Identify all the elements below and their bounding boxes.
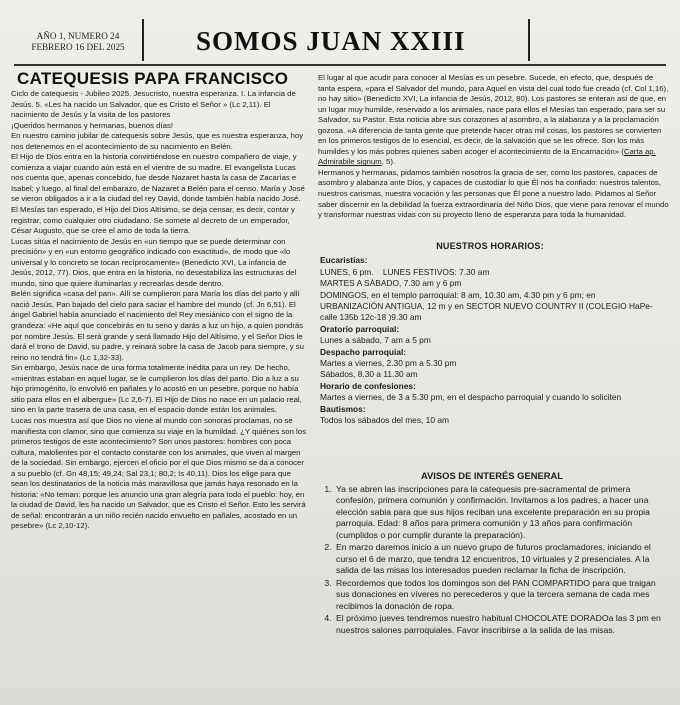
schedule-line: LUNES, 6 pm. LUNES FESTIVOS: 7.30 am (320, 266, 490, 277)
schedule-section (320, 241, 660, 427)
schedule-line: Lunes a sábado, 7 am a 5 pm (320, 335, 431, 346)
masthead (0, 0, 680, 64)
catequesis-column (11, 70, 309, 532)
masthead-divider-right (528, 19, 530, 61)
schedule-line: Todos los sábados del mes, 10 am (320, 415, 449, 426)
confesiones-label: Horario de confesiones: (320, 380, 416, 391)
bautismos-label: Bautismos: (320, 403, 366, 414)
citation-tail: , 5). (381, 157, 396, 167)
paragraph: Belén significa «casa del pan». Allí se cumplieron para María los días del parto y allí nació Jesús, Pan bajado del cielo para saciar el hambre del mundo (cf. Jn 6,51). El ángel Gabriel había anunciado el nacimiento del Rey mesiánico con el signo de la grandeza: «He aquí que concebirás en tu seno y darás a luz un hijo, a quien pondrás por nombre Jesús. El será grande y será llamado Hijo del Altísimo, y el Señor Dios le dará el trono de David, su padre, y reinará sobre la casa de Jacob para siempre, y su reino no tendrá fin» (Lc 1,32-33). (11, 289, 304, 362)
list-item: 2. En marzo daremos inicio a un nuevo grupo de futuros proclamadores, iniciando el curso el 6 de marzo, que tendra 12 encuentros, 10 virtuales y 2 presenciales. A la salida de las misas los interesados pueden reclamar la ficha de inscripción. (334, 542, 664, 577)
schedule-heading: NUESTROS HORARIOS: (436, 241, 544, 251)
paragraph: Hermanos y hermanas, pidamos también nosotros la gracia de ser, como los pastores, capaces de asombro y alabanza ante Dios, y capaces de custodiar lo que Él nos ha confiado: nuestros talentos, nuestros carismas, nuestra vocación y las personas que Él pone a nuestro lado. Pidamos al Señor saber discernir en la debilidad la fuerza extraordinaria del Niño Dios, que viene para renovar el mundo y transformar nuestras vidas con su proyecto lleno de esperanza para toda la humanidad. (318, 167, 669, 220)
schedule-line: DOMINGOS, en el templo parroquial: 8 am, 10.30 am, 4.30 pm y 6 pm; en URBANIZACIÓN ANTIGUA, 12 m y en SECTOR NUEVO COUNTRY II (COLEGIO HaPe-calle 135b 12c-18 )9.30 am (320, 289, 653, 323)
schedule-line: MARTES A SÁBADO, 7.30 am y 6 pm (320, 278, 462, 289)
paragraph: ¡Queridos hermanos y hermanas, buenos días! (11, 120, 173, 130)
schedule-line: Sábados, 8.30 a 11.30 am (320, 369, 418, 380)
paragraph (318, 73, 670, 168)
announcements-section (320, 470, 664, 637)
schedule-line: Martes a viernes, 2.30 pm a 5.30 pm (320, 358, 457, 369)
paragraph: El Hijo de Dios entra en la historia convirtiéndose en nuestro compañero de viaje, y comienza a viajar cuando aún está en el vientre de su madre. El evangelista Lucas nos cuenta que, apenas concebido, fue desde Nazaret hasta la casa de Zacarías e Isabel; y luego, al final del embarazo, de Nazaret a Belén para el censo. María y José se vieron obligados a ir a la ciudad del rey David, donde también había nacido José. El Mesías tan esperado, el Hijo del Dios Altísimo, se deja censar, es decir, contar y registrar, como cualquier otro ciudadano. Se somete al decreto de un emperador, César Augusto, que se cree el amo de toda la tierra. (11, 152, 305, 236)
paragraph-text: El lugar al que acudir para conocer al Mesías es un pesebre. Sucede, en efecto, que, después de tanta espera, «para el Salvador del mundo, para Aquel en vista del cual todo fue creado (cf. Col 1,16), no hay sitio» (Benedicto XVI, La infancia de Jesús, 2012, 80). Los pastores se enteran así de que, en un lugar muy humilde, reservado a los animales, nace para ellos el Mesías tan esperado, para ser su Salvador, su Pastor. Esta noticia abre sus corazones al asombro, a la alabanza y a la proclamación gozosa. «A diferencia de tanta gente que pretende hacer otras mil cosas, los pastores se convierten en los primeros testigos de lo esencial, es decir, de la salvación que se les ofrece. Son los más humildes y los más pobres quienes saben acoger el acontecimiento de la Encarnación» ( (318, 73, 669, 156)
issue-number: AÑO 1, NUMERO 24 (36, 31, 120, 41)
newsletter-title: SOMOS JUAN XXIII (196, 26, 466, 56)
admirabile-signum-link[interactable]: Carta ap. Admirabile signum (318, 146, 656, 167)
paragraph: Lucas sitúa el nacimiento de Jesús en «un tiempo que se puede determinar con precisión» y en «un entorno geográfico indicado con exactitud», de modo que «lo universal y lo concreto se tocan recíprocamente» (Benedicto XVI, La infancia de Jesús, 2012, 77). Dios, que entra en la historia, no desestabiliza las estructuras del mundo, sino que quiere iluminarlas y recrearlas desde dentro. (11, 236, 297, 288)
section-title: CATEQUESIS PAPA FRANCISCO (17, 69, 289, 88)
masthead-divider-left (142, 19, 144, 61)
issue-info (30, 31, 126, 53)
paragraph: Ciclo de catequesis - Jubileo 2025. Jesucristo, nuestra esperanza. I. La infancia de Jesús. 5. «Les ha nacido un Salvador, que es Cristo el Señor » (Lc 2,11). El nacimiento de Jesús y la visita de los pastores (11, 89, 296, 120)
issue-date: FEBRERO 16 DEL 2025 (31, 42, 125, 52)
oratorio-label: Oratorio parroquial: (320, 323, 400, 334)
announcements-list (320, 484, 664, 637)
masthead-rule (14, 64, 666, 66)
paragraph: Lucas nos muestra así que Dios no viene al mundo con sonoras proclamas, no se manifiesta con clamor, sino que comienza su viaje en la humildad. ¿Y quiénes son los primeros testigos de este acontecimiento? Son unos pastores: hombres con poca cultura, malolientes por el contacto constante con los animales, que viven al margen de la sociedad. Sin embargo, ejercen el oficio por el que Dios mismo se da a conocer a su pueblo (cf. Gn 48,15; 49,24; Sal 23,1; 80,2; Is 40,11). Dios los elige para que sean los destinatarios de la noticia más maravillosa que jamás haya resonado en la historia: «No teman: porque les anuncio una gran alegría para todo el pueblo: hoy, en la ciudad de David, les ha nacido un Salvador, que es Cristo el Señor. Esto les servirá de señal: encontrarán a un niño recién nacido envuelto en pañales, acostado en un pesebre» (Lc 2,10-12). (11, 415, 306, 531)
catequesis-continued-column (318, 73, 670, 221)
eucaristias-label: Eucaristías: (320, 255, 368, 266)
announcements-heading: AVISOS DE INTERÉS GENERAL (420, 470, 564, 481)
despacho-label: Despacho parroquial: (320, 346, 407, 357)
list-item: 3. Recordemos que todos los domingos son del PAN COMPARTIDO para que traigan sus donaciones en víveres no perecederos y que la tercera semana de cada mes recibimos la donación de ropa. (334, 578, 664, 613)
list-item: 1. Ya se abren las inscripciones para la catequesis pre-sacramental de primera confesión, primera comunión y confirmación. Invitamos a los padres, a hacer una elección sabia para que sus hijos reciban una excelente preparación en su propia parroquia. Edad: 8 años para primera comunión y 13 años para confirmación (cumplidos o por cumplir durante la preparación). (334, 484, 664, 542)
list-item: 4. El próximo jueves tendremos nuestro habitual CHOCOLATE DORADOa las 3 pm en nuestros salones parroquiales. Favor inscribirse a la salida de las misas. (334, 613, 664, 636)
schedule-line: Martes a viernes, de 3 a 5.30 pm, en el despacho parroquial y cuando lo soliciten (320, 392, 622, 403)
paragraph: En nuestro camino jubilar de catequesis sobre Jesús, que es nuestra esperanza, hoy nos detenemos en el acontecimiento de su nacimiento en Belén. (11, 131, 304, 151)
paragraph: Sin embargo, Jesús nace de una forma totalmente inédita para un rey. De hecho, «mientras estaban en aquel lugar, se le cumplieron los días del parto. Dio a luz a su hijo primogénito, lo envolvió en pañales y lo acostó en un pesebre, porque no había sitio para ellos en el albergue» (Lc 2,6-7). El Hijo de Dios no nace en un palacio real, sino en la parte trasera de una casa, en el espacio donde están los animales. (11, 363, 302, 415)
